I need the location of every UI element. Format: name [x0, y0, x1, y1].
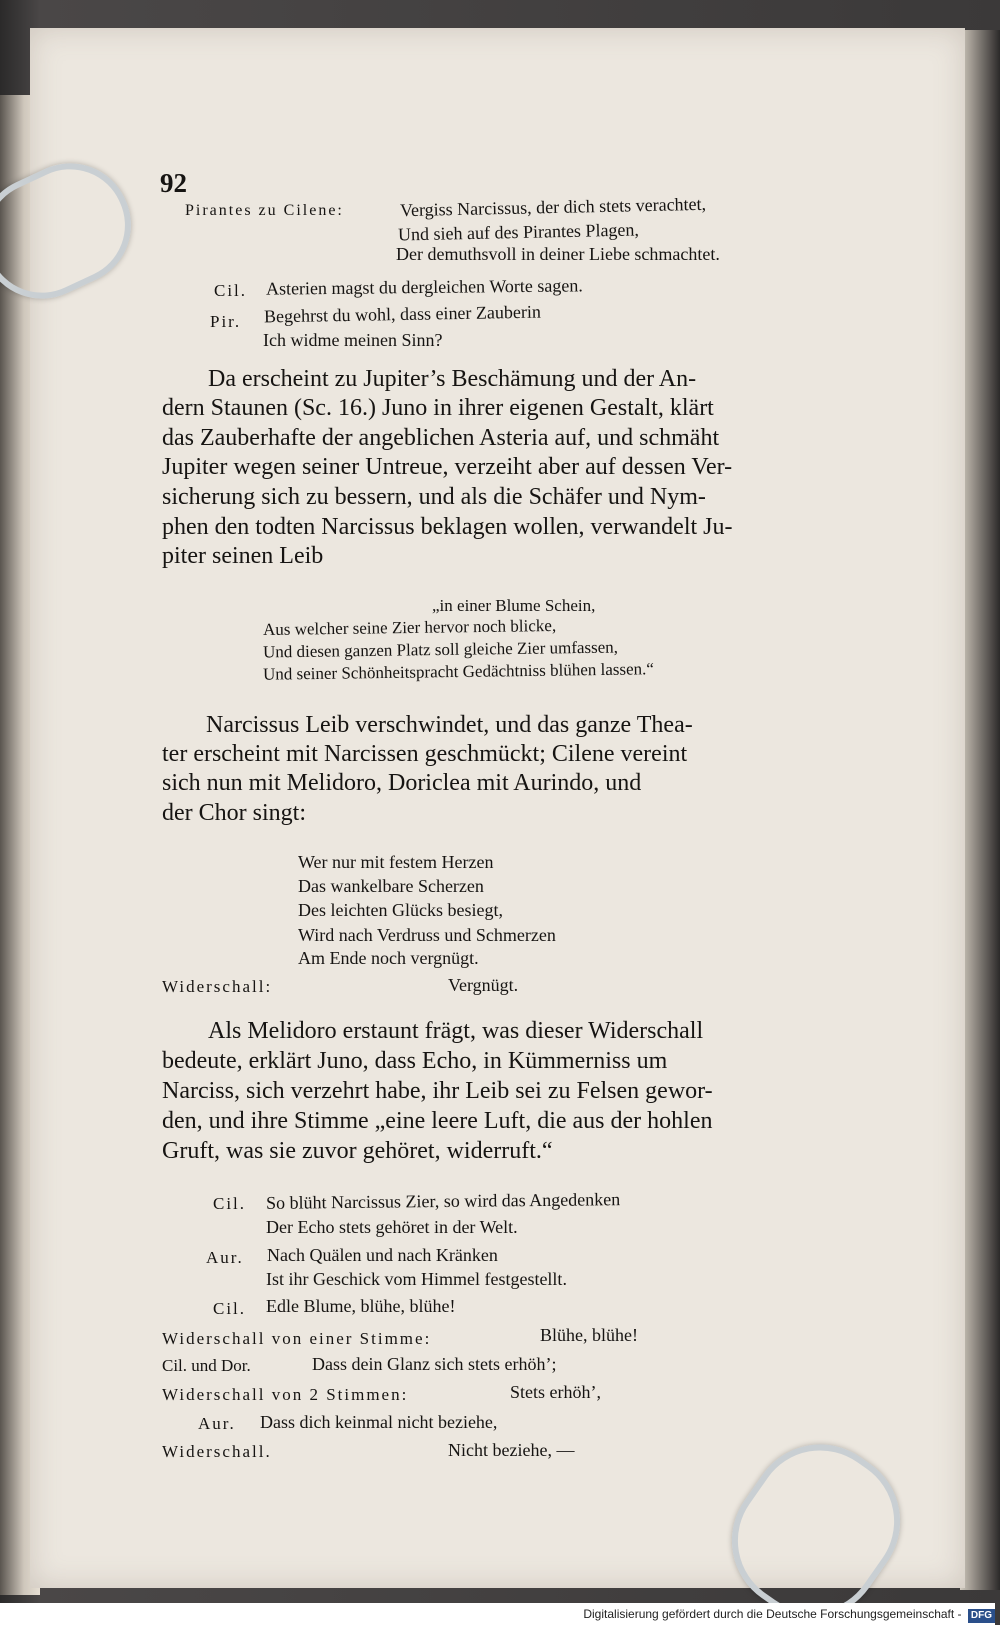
dialogue-line: Der Echo stets gehöret in der Welt. — [266, 1217, 518, 1237]
chorus-line: Wer nur mit festem Herzen — [298, 852, 494, 872]
prose-line: Narciss, sich verzehrt habe, ihr Leib sei zu Felsen gewor- — [162, 1078, 713, 1104]
prose-line: Als Melidoro erstaunt frägt, was dieser Widerschall — [208, 1018, 704, 1044]
dfg-logo: DFG — [968, 1609, 995, 1623]
verse-line: Begehrst du wohl, dass einer Zauberin — [263, 301, 542, 327]
prose-line: Da erscheint zu Jupiter’s Beschämung und der An- — [208, 366, 697, 392]
chorus-line: Des leichten Glücks besiegt, — [298, 900, 503, 920]
verse-line: Ich widme meinen Sinn? — [263, 330, 443, 350]
book-page — [30, 28, 965, 1588]
page-number: 92 — [160, 168, 187, 198]
speaker-widerschall: Widerschall. — [162, 1442, 272, 1461]
prose-line: bedeute, erklärt Juno, dass Echo, in Kümmerniss um — [162, 1048, 668, 1074]
chorus-line: Am Ende noch vergnügt. — [298, 948, 479, 968]
chorus-line: Das wankelbare Scherzen — [298, 876, 484, 896]
quote-line: Aus welcher seine Zier hervor noch blicke, — [262, 615, 557, 640]
prose-line: Narcissus Leib verschwindet, und das ganze Thea- — [206, 712, 693, 738]
quote-line: Und seiner Schönheitspracht Gedächtniss blühen lassen.“ — [262, 659, 655, 684]
verse-line: Und sieh auf des Pirantes Plagen, — [397, 219, 640, 245]
chorus-line: Wird nach Verdruss und Schmerzen — [298, 925, 556, 945]
speaker-cil: Cil. — [214, 281, 248, 300]
dialogue-line: Blühe, blühe! — [540, 1325, 638, 1345]
prose-line: den, und ihre Stimme „eine leere Luft, die aus der hohlen — [162, 1108, 713, 1134]
book-spine-edge — [960, 30, 1000, 1590]
prose-line: Gruft, was sie zuvor gehöret, widerruft.“ — [162, 1138, 553, 1164]
prose-line: dern Staunen (Sc. 16.) Juno in ihrer eigenen Gestalt, klärt — [162, 395, 714, 421]
speaker-pirantes: Pirantes zu Cilene: — [185, 202, 344, 219]
speaker-widerschall: Widerschall: — [162, 977, 273, 996]
prose-line: der Chor singt: — [162, 800, 306, 826]
prose-line: ter erscheint mit Narcissen geschmückt; Cilene vereint — [162, 741, 688, 767]
prose-line: Jupiter wegen seiner Untreue, verzeiht aber auf dessen Ver- — [162, 454, 733, 480]
prose-line: sich nun mit Melidoro, Doriclea mit Aurindo, und — [162, 770, 642, 796]
dialogue-line: Dass dich keinmal nicht beziehe, — [260, 1412, 498, 1432]
verse-line: Der demuthsvoll in deiner Liebe schmachtet. — [396, 244, 720, 264]
speaker-cil: Cil. — [213, 1194, 247, 1213]
prose-line: das Zauberhafte der angeblichen Asteria auf, und schmäht — [162, 425, 720, 451]
dialogue-line: Nicht beziehe, — — [448, 1440, 575, 1460]
speaker-pir: Pir. — [210, 312, 242, 331]
verse-line: Vergiss Narcissus, der dich stets verachtet, — [399, 193, 707, 221]
speaker-cil: Cil. — [213, 1299, 247, 1318]
dialogue-line: Nach Quälen und nach Kränken — [267, 1245, 498, 1265]
echo-line: Vergnügt. — [448, 975, 519, 995]
speaker-cil-dor: Cil. und Dor. — [162, 1356, 251, 1375]
prose-line: sicherung sich zu bessern, und als die Schäfer und Nym- — [162, 484, 706, 510]
speaker-widerschall: Widerschall von 2 Stimmen: — [162, 1385, 409, 1404]
speaker-aur: Aur. — [198, 1414, 236, 1433]
verse-line: Asterien magst du dergleichen Worte sagen. — [265, 275, 583, 299]
dialogue-line: Stets erhöh’, — [510, 1382, 601, 1402]
dialogue-line: Ist ihr Geschick vom Himmel festgestellt. — [266, 1269, 567, 1289]
footer-text: Digitalisierung gefördert durch die Deutsche Forschungsgemeinschaft - — [583, 1607, 962, 1621]
digitization-footer — [0, 1603, 995, 1625]
dialogue-line: Dass dein Glanz sich stets erhöh’; — [312, 1354, 557, 1374]
quote-line: Und diesen ganzen Platz soll gleiche Zier umfassen, — [262, 637, 619, 662]
prose-line: piter seinen Leib — [162, 543, 324, 569]
dialogue-line: So blüht Narcissus Zier, so wird das Angedenken — [265, 1189, 621, 1213]
speaker-aur: Aur. — [206, 1248, 244, 1267]
speaker-widerschall: Widerschall von einer Stimme: — [162, 1329, 432, 1348]
quote-line: „in einer Blume Schein, — [432, 596, 596, 615]
prose-line: phen den todten Narcissus beklagen wollen, verwandelt Ju- — [162, 514, 733, 540]
dialogue-line: Edle Blume, blühe, blühe! — [266, 1296, 456, 1316]
